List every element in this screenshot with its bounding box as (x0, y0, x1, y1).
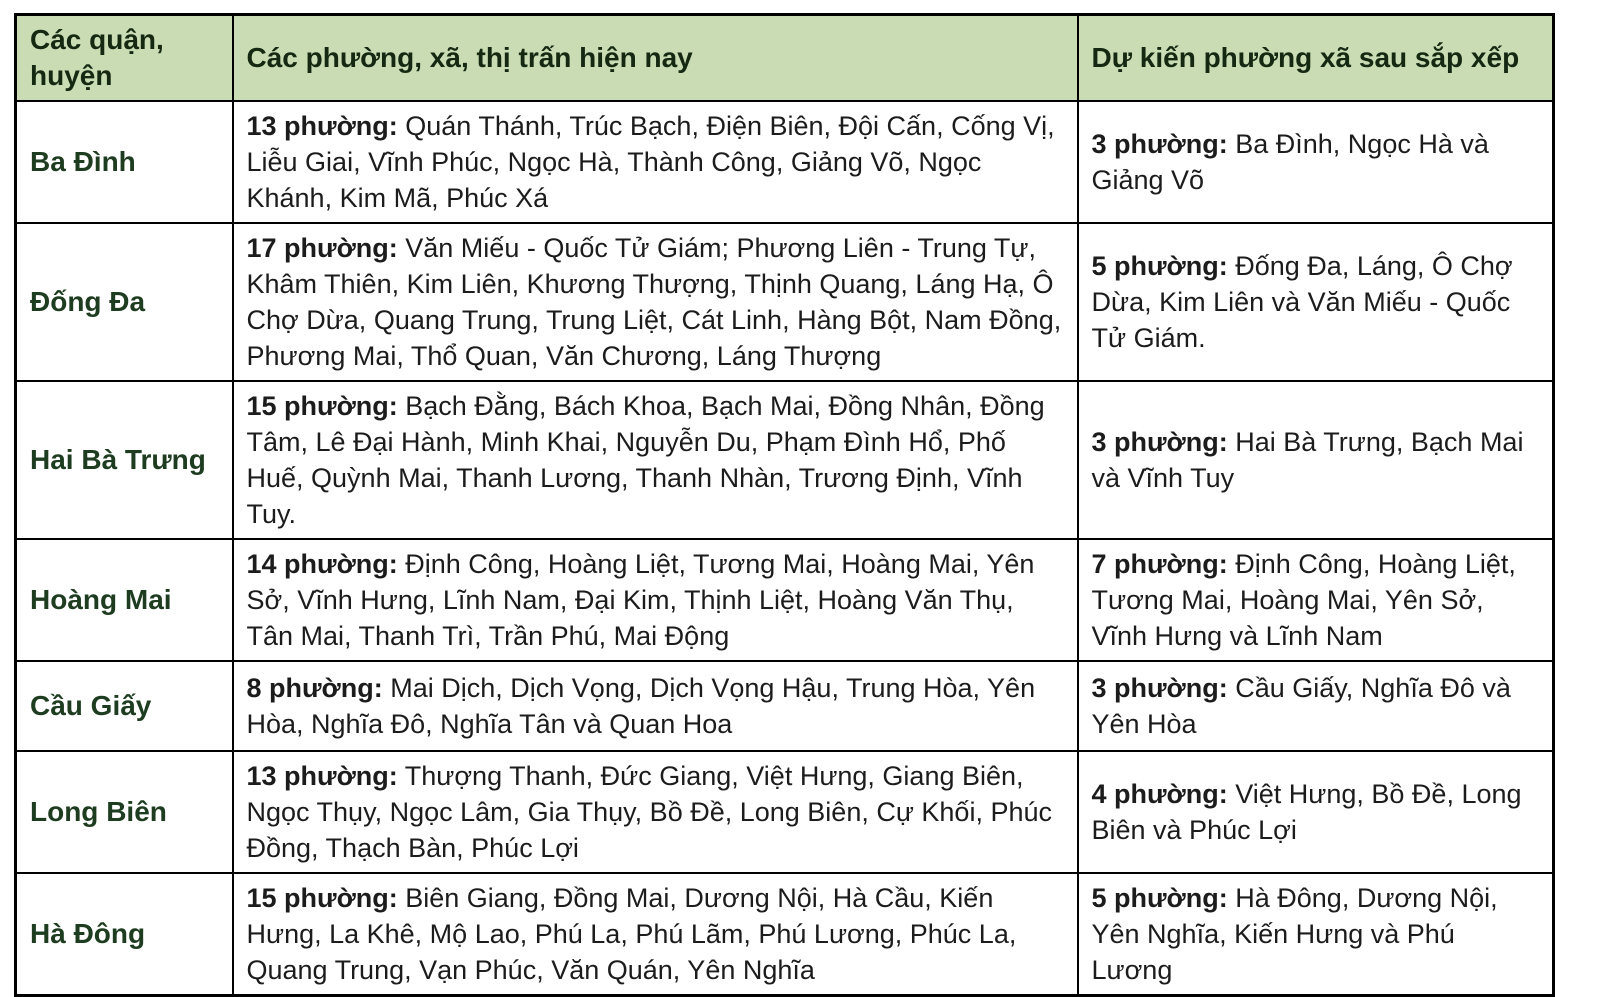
table-row-dong-da (16, 223, 1554, 381)
planned-wards-cell (1078, 751, 1554, 873)
current-wards-cell (233, 873, 1078, 996)
header-district (16, 15, 233, 102)
ward-count: 15 phường: (246, 391, 398, 421)
planned-wards-cell (1078, 223, 1554, 381)
district-name: Long Biên (30, 796, 167, 827)
ward-count: 3 phường: (1091, 129, 1228, 159)
district-cell (16, 223, 233, 381)
ward-count: 13 phường: (246, 761, 398, 791)
ward-list: Cầu Giấy, Nghĩa Đô và Yên Hòa (1091, 673, 1511, 739)
ward-count: 17 phường: (246, 233, 398, 263)
ward-list: Mai Dịch, Dịch Vọng, Dịch Vọng Hậu, Trung Hòa, Yên Hòa, Nghĩa Đô, Nghĩa Tân và Quan Hoa (246, 673, 1036, 739)
district-name: Ba Đình (30, 146, 136, 177)
table-row-ba-dinh (16, 101, 1554, 223)
header-planned-label: Dự kiến phường xã sau sắp xếp (1091, 42, 1520, 73)
current-wards-cell (233, 751, 1078, 873)
header-current-label: Các phường, xã, thị trấn hiện nay (246, 42, 693, 73)
header-planned-wards (1078, 15, 1554, 102)
district-name: Hà Đông (30, 918, 146, 949)
ward-list: Thượng Thanh, Đức Giang, Việt Hưng, Giang Biên, Ngọc Thụy, Ngọc Lâm, Gia Thụy, Bồ Đề, Long Biên, Cự Khối, Phúc Đồng, Thạch Bàn, Phúc Lợi (246, 761, 1052, 863)
table-row-long-bien (16, 751, 1554, 873)
ward-list: Biên Giang, Đồng Mai, Dương Nội, Hà Cầu, Kiến Hưng, La Khê, Mộ Lao, Phú La, Phú Lãm, Phú Lương, Phúc La, Quang Trung, Vạn Phúc, Văn Quán, Yên Nghĩa (246, 883, 1017, 985)
header-current-wards (233, 15, 1078, 102)
planned-wards-cell (1078, 101, 1554, 223)
ward-count: 14 phường: (246, 549, 398, 579)
ward-count: 3 phường: (1091, 673, 1228, 703)
current-wards-cell (233, 661, 1078, 751)
ward-list: Quán Thánh, Trúc Bạch, Điện Biên, Đội Cấn, Cống Vị, Liễu Giai, Vĩnh Phúc, Ngọc Hà, Thành Công, Giảng Võ, Ngọc Khánh, Kim Mã, Phúc Xá (246, 111, 1055, 213)
ward-list: Văn Miếu - Quốc Tử Giám; Phương Liên - Trung Tự, Khâm Thiên, Kim Liên, Khương Thượng, Thịnh Quang, Láng Hạ, Ô Chợ Dừa, Quang Trung, Trung Liệt, Cát Linh, Hàng Bột, Nam Đồng, Phương Mai, Thổ Quan, Văn Chương, Láng Thượng (246, 233, 1062, 371)
header-district-label: Các quận, huyện (30, 24, 164, 91)
ward-list: Đống Đa, Láng, Ô Chợ Dừa, Kim Liên và Văn Miếu - Quốc Tử Giám. (1091, 251, 1513, 353)
planned-wards-cell (1078, 539, 1554, 661)
ward-list: Hai Bà Trưng, Bạch Mai và Vĩnh Tuy (1091, 427, 1524, 493)
current-wards-cell (233, 223, 1078, 381)
ward-count: 7 phường: (1091, 549, 1228, 579)
ward-list: Ba Đình, Ngọc Hà và Giảng Võ (1091, 129, 1489, 195)
table-row-hoang-mai (16, 539, 1554, 661)
wards-reorganization-table (14, 13, 1555, 997)
ward-count: 3 phường: (1091, 427, 1228, 457)
planned-wards-cell (1078, 873, 1554, 996)
planned-wards-cell (1078, 661, 1554, 751)
ward-list: Bạch Đằng, Bách Khoa, Bạch Mai, Đồng Nhân, Đồng Tâm, Lê Đại Hành, Minh Khai, Nguyễn Du, Phạm Đình Hổ, Phố Huế, Quỳnh Mai, Thanh Lương, Thanh Nhàn, Trương Định, Vĩnh Tuy. (246, 391, 1045, 529)
ward-list: Định Công, Hoàng Liệt, Tương Mai, Hoàng Mai, Yên Sở, Vĩnh Hưng và Lĩnh Nam (1091, 549, 1516, 651)
ward-count: 13 phường: (246, 111, 398, 141)
ward-list: Định Công, Hoàng Liệt, Tương Mai, Hoàng Mai, Yên Sở, Vĩnh Hưng, Lĩnh Nam, Đại Kim, Thịnh Liệt, Hoàng Văn Thụ, Tân Mai, Thanh Trì, Trần Phú, Mai Động (246, 549, 1035, 651)
table-row-hai-ba-trung (16, 381, 1554, 539)
district-cell (16, 539, 233, 661)
ward-count: 4 phường: (1091, 779, 1228, 809)
district-cell (16, 873, 233, 996)
header-row (16, 15, 1554, 102)
ward-count: 5 phường: (1091, 883, 1228, 913)
current-wards-cell (233, 381, 1078, 539)
ward-count: 8 phường: (246, 673, 383, 703)
table-row-ha-dong (16, 873, 1554, 996)
table-row-cau-giay (16, 661, 1554, 751)
ward-list: Việt Hưng, Bồ Đề, Long Biên và Phúc Lợi (1091, 779, 1522, 845)
district-cell (16, 661, 233, 751)
table-header (16, 15, 1554, 102)
district-cell (16, 381, 233, 539)
ward-count: 15 phường: (246, 883, 398, 913)
ward-count: 5 phường: (1091, 251, 1228, 281)
planned-wards-cell (1078, 381, 1554, 539)
district-name: Hai Bà Trưng (30, 444, 206, 475)
current-wards-cell (233, 539, 1078, 661)
district-cell (16, 751, 233, 873)
district-name: Hoàng Mai (30, 584, 172, 615)
ward-list: Hà Đông, Dương Nội, Yên Nghĩa, Kiến Hưng và Phú Lương (1091, 883, 1498, 985)
district-name: Cầu Giấy (30, 690, 152, 721)
table-body (16, 101, 1554, 996)
district-cell (16, 101, 233, 223)
district-name: Đống Đa (30, 286, 146, 317)
current-wards-cell (233, 101, 1078, 223)
